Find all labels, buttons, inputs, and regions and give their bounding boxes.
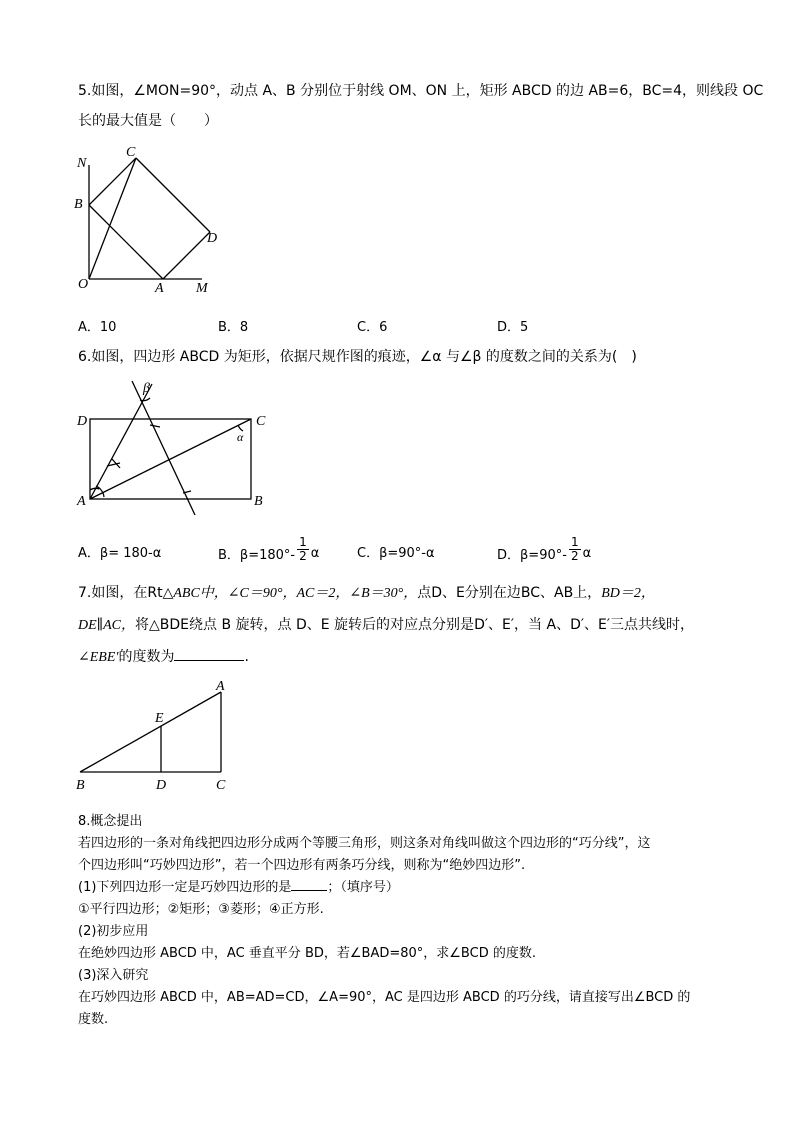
q8-sub1-options: ①平行四边形；②矩形；③菱形；④正方形. [78,902,324,917]
q5-label-m: M [196,281,208,296]
q6-option-c[interactable]: C．β=90°-α [357,546,435,561]
q7-label-b: B [76,778,85,793]
q6-label-alpha: α [237,430,244,444]
q8-sub2-text: 在绝妙四边形 ABCD 中，AC 垂直平分 BD，若∠BAD=80°，求∠BCD 的度数. [78,946,536,961]
q5-label-d: D [207,231,218,246]
q8-sub1-hint: ；（填序号） [327,880,399,895]
q6-option-b-post: α [310,546,320,561]
q6-stem: 6.如图，四边形 ABCD 为矩形，依据尺规作图的痕迹，∠α 与∠β 的度数之间的关系为( ) [78,349,637,365]
q6-label-b: B [254,494,263,509]
q5-stem-line2: 长的最大值是（ ） [78,113,218,129]
q5-option-a[interactable]: A．10 [78,320,117,335]
q8-sub3-title: (3)深入研究 [78,968,149,983]
q5-label-n: N [77,156,87,171]
q8-sub3-line1: 在巧妙四边形 ABCD 中，AB=AD=CD，∠A=90°，AC 是四边形 ABCD 的巧分线，请直接写出∠BCD 的 [78,990,691,1005]
q7-line2-a: DE∥AC， [78,618,136,633]
q7-line1-c: ∠C＝90°，AC＝2，∠B＝30°， [227,586,418,601]
q8-sub1 [78,876,399,895]
q8-sub2-title: (2)初步应用 [78,924,149,939]
q5-label-a: A [155,281,164,296]
q5-label-c: C [126,145,136,160]
q6-option-b-denominator: 2 [299,549,307,563]
q7-line2-c: D′、E′，当 A、D′、E′三点共线时， [474,617,695,633]
q6-option-d-pre: D．β=90°- [497,548,567,563]
q7-line1-d: 点D、E分别在边BC、AB上， [417,585,602,601]
q7-line1-a: 7.如图，在Rt [78,585,163,601]
q6-option-b-numerator: 1 [299,535,307,549]
q6-label-beta: β [143,381,150,396]
q8-para-line1: 若四边形的一条对角线把四边形分成两个等腰三角形，则这条对角线叫做这个四边形的“巧分线”，这 [78,836,651,851]
q7-line3-b: 的度数为 [118,649,175,665]
q8-para-line2: 个四边形叫“巧妙四边形”，若一个四边形有两条巧分线，则称为“绝妙四边形”. [78,858,526,873]
q6-label-d: D [77,414,88,429]
q7-line1-b: △ABC中， [162,586,228,601]
q6-option-d-denominator: 2 [570,549,579,563]
q7-line2-b: 将△BDE绕点 B 旋转，点 D、E 旋转后的对应点分别是 [135,617,475,633]
q7-label-c: C [216,778,226,793]
q8-sub1-blank[interactable] [291,878,327,891]
q6-label-a: A [77,494,86,509]
q6-option-d-post: α [582,546,592,561]
q7-label-d: D [156,778,167,793]
q5-option-d[interactable]: D．5 [497,320,529,335]
q7-line3-c: . [244,649,249,665]
q7-label-e: E [155,711,164,726]
q5-label-b: B [74,197,83,212]
q7-line3-a: ∠EBE′ [78,650,119,665]
q6-option-a[interactable]: A．β= 180-α [78,546,162,561]
q8-sub3-line2: 度数. [78,1012,109,1027]
q5-label-o: O [78,277,89,292]
q7-line1-e: BD＝2， [601,586,655,601]
q8-sub1-text: (1)下列四边形一定是巧妙四边形的是 [78,880,292,895]
q6-option-d-numerator: 1 [570,535,579,549]
q5-stem-line1: 5.如图，∠MON=90°，动点 A、B 分别位于射线 OM、ON 上，矩形 ABCD 的边 AB=6，BC=4，则线段 OC [78,83,764,99]
q6-option-b-pre: B．β=180°- [218,548,296,563]
q7-side-ab [80,692,221,772]
q7-label-a: A [216,679,225,694]
q5-option-b[interactable]: B．8 [218,320,249,335]
q5-option-c[interactable]: C．6 [357,320,388,335]
q6-label-c: C [256,414,266,429]
q8-title: 8.概念提出 [78,814,143,829]
